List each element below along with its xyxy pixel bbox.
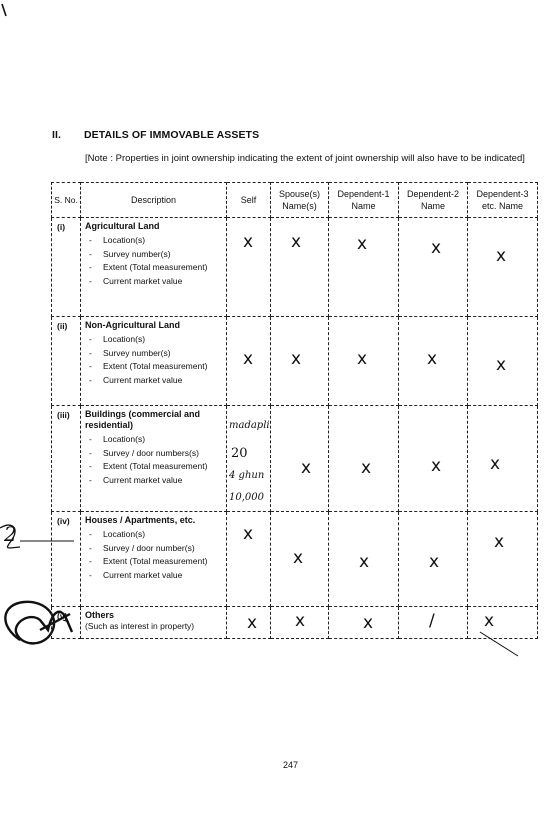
row-title: Houses / Apartments, etc. [85,515,196,525]
list-item: - Survey number(s) [85,249,224,260]
list-item: - Location(s) [85,529,224,540]
cell-dependent-1 [329,512,399,607]
cell-dependent-1 [329,218,399,317]
header-self: Self [227,183,271,218]
cell-spouse [271,607,329,639]
row-sno: (v) [52,607,81,639]
table-header-row [52,183,538,218]
header-dependent-2: Dependent-2 Name [399,183,468,218]
cell-dependent-1 [329,317,399,406]
cell-spouse [271,218,329,317]
handwritten-mark: x [357,349,368,369]
cell-dependent-3 [468,317,538,406]
handwritten-survey: 20 [231,446,248,461]
handwritten-mark: x [301,458,312,478]
list-item: - Current market value [85,570,224,581]
row-title: Buildings (commercial and residential) [85,409,201,430]
table-row [52,607,538,639]
list-item: - Extent (Total measurement) [85,556,224,567]
cell-dependent-3 [468,512,538,607]
handwritten-mark: x [496,246,507,266]
handwritten-value: 10,000 [229,492,264,503]
cell-dependent-3 [468,218,538,317]
list-item: - Survey / door number(s) [85,543,224,554]
list-item: - Extent (Total measurement) [85,262,224,273]
handwritten-extent: 4 ghun [229,470,265,481]
cell-dependent-1 [329,406,399,512]
cell-dependent-3 [468,406,538,512]
row-description [81,512,227,607]
cell-spouse [271,512,329,607]
header-sno: S. No. [52,183,81,218]
header-dependent-3: Dependent-3 etc. Name [468,183,538,218]
row-description [81,218,227,317]
table-row [52,317,538,406]
handwritten-mark: x [361,458,372,478]
cell-self [227,218,271,317]
row-description [81,607,227,639]
cell-self [227,317,271,406]
row-title: Non-Agricultural Land [85,320,180,330]
handwritten-mark: x [496,355,507,375]
cell-dependent-2 [399,512,468,607]
section-title: DETAILS OF IMMOVABLE ASSETS [84,129,260,141]
list-item: - Extent (Total measurement) [85,361,224,372]
handwritten-mark: x [243,349,254,369]
handwritten-mark: x [243,524,254,544]
list-item: - Current market value [85,375,224,386]
section-heading [52,129,259,141]
row-sno: (iv) [52,512,81,607]
list-item: - Survey / door numbers(s) [85,448,224,459]
handwritten-mark: x [431,456,442,476]
handwritten-mark: x [291,232,302,252]
row-title: Others [85,610,115,620]
row-sno: (iii) [52,406,81,512]
handwritten-mark: x [293,548,304,568]
row-subtitle: (Such as interest in property) [85,621,195,631]
cell-dependent-1 [329,607,399,639]
handwritten-mark: x [295,611,306,631]
section-number: II. [52,129,62,141]
immovable-assets-table [51,182,538,639]
cell-self [227,406,271,512]
handwritten-mark: x [357,234,368,254]
handwritten-mark: x [431,238,442,258]
note-text: [Note : Properties in joint ownership indicating the extent of joint ownership will also have to be indicated] [85,153,525,164]
cell-dependent-2 [399,607,468,639]
handwritten-mark: x [484,611,495,631]
header-spouse: Spouse(s) Name(s) [271,183,329,218]
handwritten-mark: x [490,454,501,474]
row-title: Agricultural Land [85,221,160,231]
handwritten-mark: x [429,552,440,572]
row-description [81,317,227,406]
row-sno: (ii) [52,317,81,406]
cell-dependent-2 [399,218,468,317]
row-sno: (i) [52,218,81,317]
handwritten-mark: x [291,349,302,369]
cell-dependent-3 [468,607,538,639]
cell-dependent-2 [399,406,468,512]
handwritten-mark: x [427,349,438,369]
page-number: 247 [283,760,299,770]
cell-self [227,607,271,639]
table-row [52,218,538,317]
list-item: - Extent (Total measurement) [85,461,224,472]
handwritten-mark: x [247,613,258,633]
handwritten-mark: x [359,552,370,572]
handwritten-mark: x [243,232,254,252]
header-description: Description [81,183,227,218]
cell-spouse [271,317,329,406]
list-item: - Current market value [85,276,224,287]
margin-handwritten-number: 2 [4,522,17,546]
list-item: - Location(s) [85,334,224,345]
cell-spouse [271,406,329,512]
list-item: - Current market value [85,475,224,486]
list-item: - Location(s) [85,434,224,445]
cell-self [227,512,271,607]
header-dependent-1: Dependent-1 Name [329,183,399,218]
handwritten-location: madapli [229,420,270,431]
list-item: - Survey number(s) [85,348,224,359]
table-row [52,406,538,512]
row-description [81,406,227,512]
handwritten-mark: x [494,532,505,552]
handwritten-mark: x [363,613,374,633]
handwritten-mark: / [429,611,435,631]
list-item: - Location(s) [85,235,224,246]
table-row [52,512,538,607]
cell-dependent-2 [399,317,468,406]
